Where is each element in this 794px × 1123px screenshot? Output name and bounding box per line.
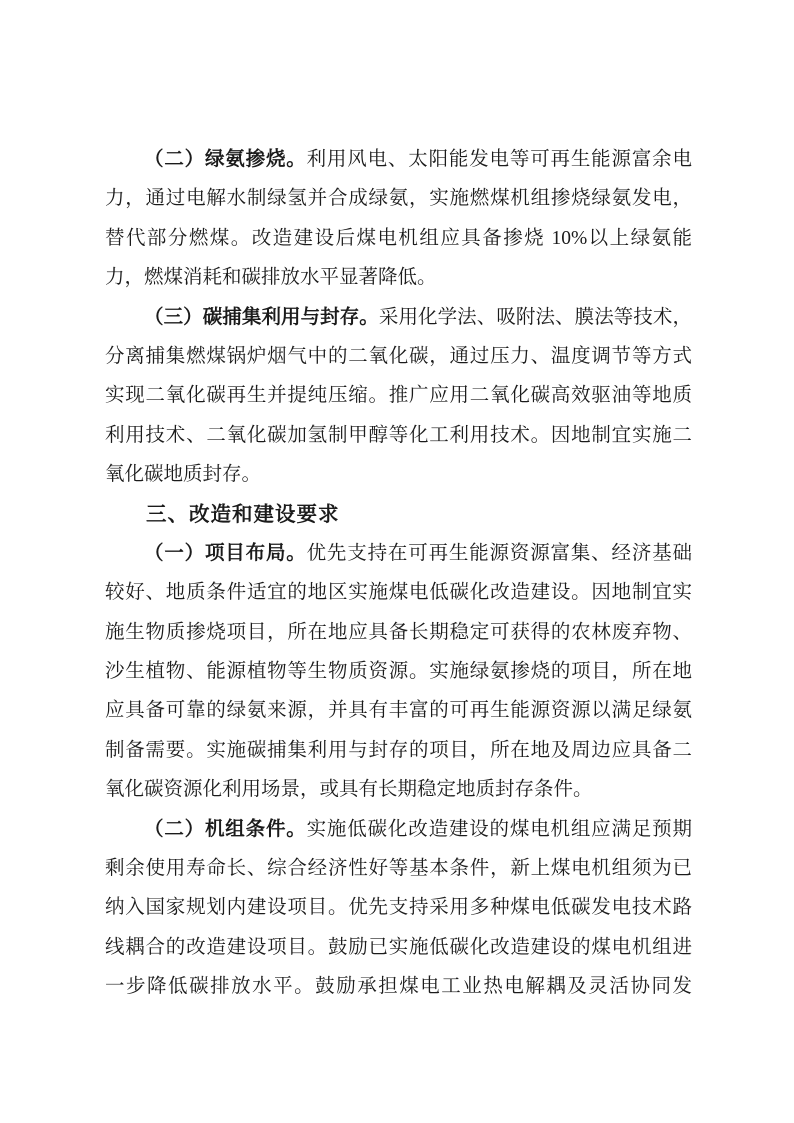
text-line: 力，通过电解水制绿氢并合成绿氨，实施燃煤机组掺烧绿氨发电， <box>105 188 692 210</box>
text-line: （一）项目布局。优先支持在可再生能源资源富集、经济基础 <box>144 542 692 564</box>
heading-section-three-transformation-requirements <box>105 495 692 534</box>
text-line: 施生物质掺烧项目，所在地应具备长期稳定可获得的农林废弃物、 <box>105 621 692 643</box>
text-line: 应具备可靠的绿氨来源，并具有丰富的可再生能源资源以满足绿氨 <box>105 700 692 722</box>
text-line: 力，燃煤消耗和碳排放水平显著降低。 <box>105 267 437 289</box>
text-line: 纳入国家规划内建设项目。优先支持采用多种煤电低碳发电技术路 <box>105 897 692 919</box>
paragraph-lead: （二）绿氨掺烧。 <box>144 149 307 170</box>
text-line: 一步降低碳排放水平。鼓励承担煤电工业热电解耦及灵活协同发 <box>105 976 692 998</box>
text-line: （三）碳捕集利用与封存。采用化学法、吸附法、膜法等技术， <box>144 306 692 328</box>
text-line: 氧化碳地质封存。 <box>105 464 262 486</box>
text-line: （二）绿氨掺烧。利用风电、太阳能发电等可再生能源富余电 <box>144 149 692 170</box>
text-line: 实现二氧化碳再生并提纯压缩。推广应用二氧化碳高效驱油等地质 <box>105 385 692 407</box>
paragraph-lead: （二）机组条件。 <box>144 818 307 840</box>
paragraph-lead: （三）碳捕集利用与封存。 <box>144 306 379 328</box>
paragraph-unit-conditions <box>105 810 692 1007</box>
text-line: 剩余使用寿命长、综合经济性好等基本条件，新上煤电机组须为已 <box>105 858 692 880</box>
document-content <box>105 140 692 1007</box>
text-line: 较好、地质条件适宜的地区实施煤电低碳化改造建设。因地制宜实 <box>105 582 692 604</box>
text-line: （二）机组条件。实施低碳化改造建设的煤电机组应满足预期 <box>144 818 692 840</box>
paragraph-project-layout <box>105 534 692 810</box>
text-line: 替代部分燃煤。改造建设后煤电机组应具备掺烧 10%以上绿氨能 <box>105 227 692 249</box>
text-line: 利用技术、二氧化碳加氢制甲醇等化工利用技术。因地制宜实施二 <box>105 424 692 446</box>
text-line: 制备需要。实施碳捕集利用与封存的项目，所在地及周边应具备二 <box>105 739 692 761</box>
text-line: 分离捕集燃煤锅炉烟气中的二氧化碳，通过压力、温度调节等方式 <box>105 345 692 367</box>
text-line: 线耦合的改造建设项目。鼓励已实施低碳化改造建设的煤电机组进 <box>105 936 692 958</box>
paragraph-lead: （一）项目布局。 <box>144 542 307 564</box>
text-line: 三、改造和建设要求 <box>146 502 340 526</box>
paragraph-carbon-capture-utilization-storage <box>105 298 692 495</box>
text-line: 氧化碳资源化利用场景，或具有长期稳定地质封存条件。 <box>105 779 593 801</box>
text-line: 沙生植物、能源植物等生物质资源。实施绿氨掺烧的项目，所在地 <box>105 661 692 683</box>
paragraph-green-ammonia-cofiring <box>105 140 692 298</box>
